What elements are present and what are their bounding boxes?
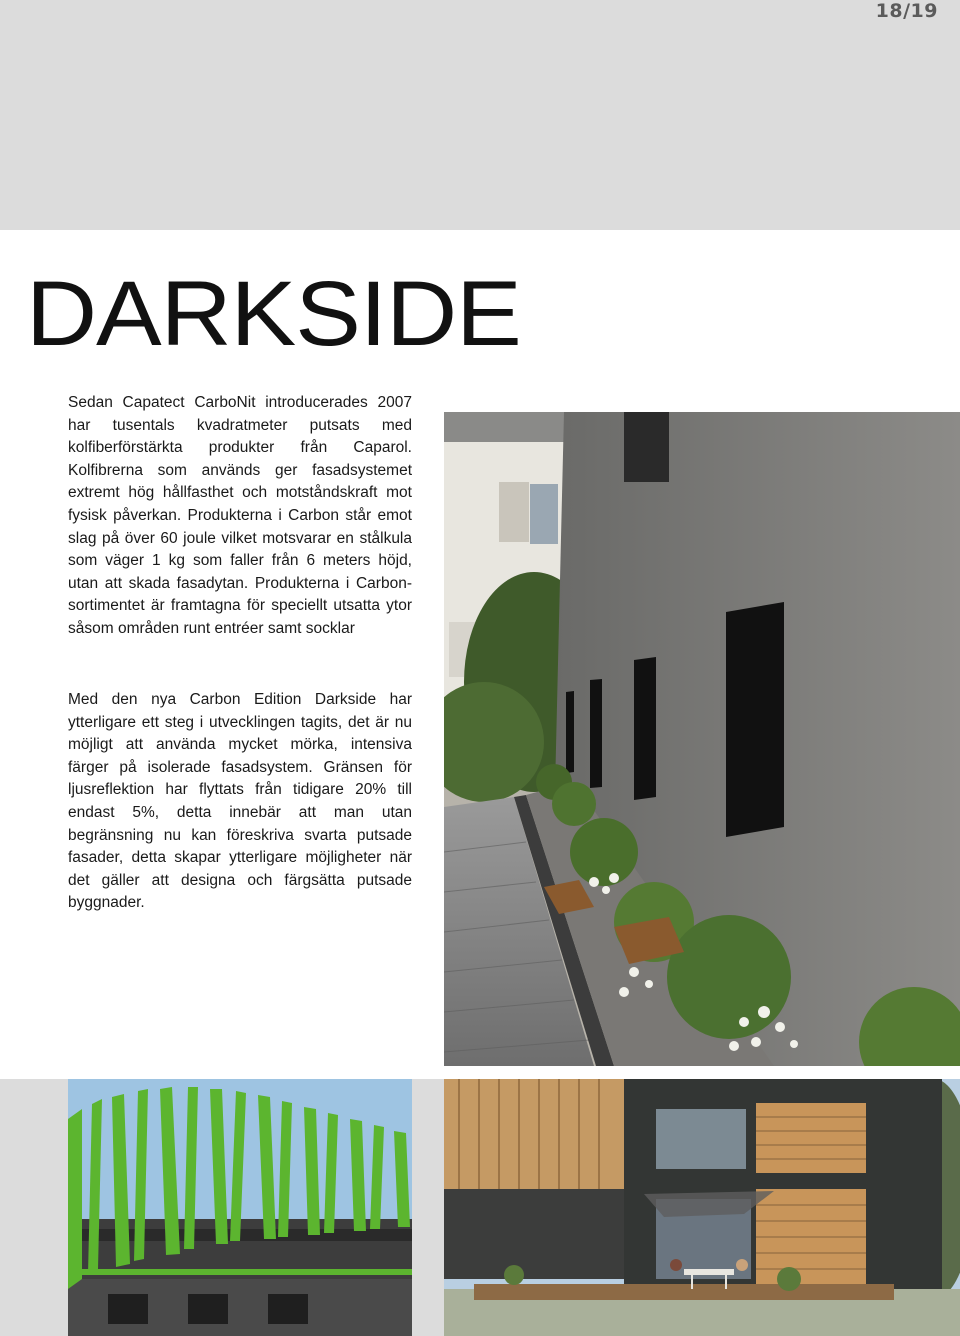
green-facade-building-photo — [68, 1079, 412, 1336]
body-paragraph-2: Med den nya Carbon Edition Darkside har ytterligare ett steg i utvecklingen tagits, det är nu möjligt att använda mycket mörka, intensiva färger på isolerade fasadsystem. Gränsen för ljusreflektion har flyttats från tidigare 20% till endast 5%, detta innebär att man utan begränsning nu kan föreskriva svarta putsade fasader, detta skapar ytterligare möjligheter när det gäller att designa och färgsätta putsade byggnader. — [68, 691, 412, 912]
page-title: DARKSIDE — [26, 263, 521, 365]
header-band — [0, 0, 960, 230]
page-number: 18/19 — [875, 0, 938, 22]
dark-house-wood-cladding-photo — [444, 1079, 960, 1336]
facade-garden-photo — [444, 412, 960, 1066]
body-paragraph-1: Sedan Capatect CarboNit introducerades 2007 har tusentals kvadratmeter putsats med kolfiberförstärkta produkter från Caparol. Kolfibrerna som används ger fasadsystemet extremt hög hållfasthet och motståndskraft mot fysisk påverkan. Produkterna i Carbon står emot slag på över 60 joule vilket motsvarar en stålkula som väger 1 kg som faller från 6 meters höjd, utan att skada fasadytan. Produkterna i Carbon-sortimentet är framtagna för speciellt utsatta ytor såsom områden runt entréer samt socklar — [68, 394, 412, 637]
